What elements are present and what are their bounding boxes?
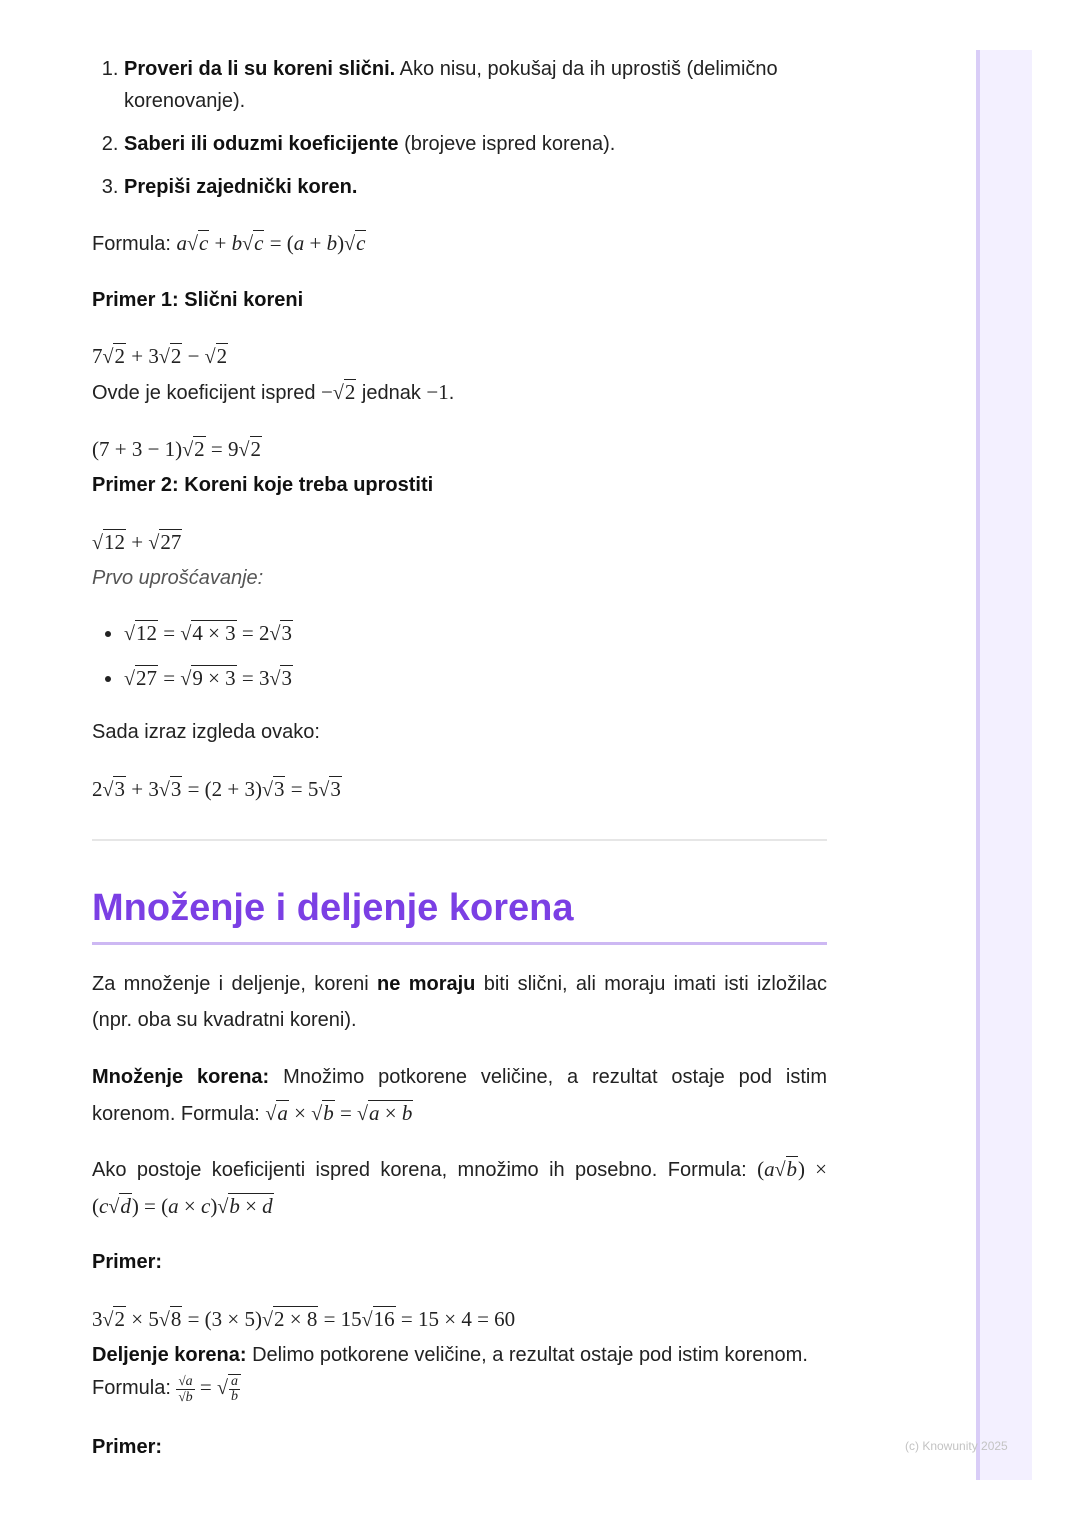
simplify-list: [92, 619, 293, 709]
example-1-expression: 7√2 + 3√2 − √2: [92, 344, 228, 368]
list-item: [124, 128, 824, 160]
example-1-title: Primer 1: Slični koreni: [92, 289, 304, 311]
primer-label-2: Primer:: [92, 1436, 163, 1458]
example-2-title: Primer 2: Koreni koje treba uprostiti: [92, 474, 434, 496]
coefficient-paragraph: Ako postoje koeficijenti ispred korena, množimo ih posebno. Formula: (a√b) × (c√d) = (a × c)√b × d: [92, 1157, 827, 1218]
section-heading: Množenje i deljenje korena: [92, 882, 827, 945]
steps-list: [92, 53, 824, 214]
list-item: [124, 53, 824, 117]
list-item: [124, 171, 824, 203]
formula-label: Formula:: [92, 233, 171, 255]
list-item: • √27 = √9 × 3 = 3√3: [124, 664, 293, 693]
primer-label: Primer:: [92, 1251, 163, 1273]
step-2-bold: Saberi ili oduzmi koeficijente: [124, 133, 399, 155]
example-2-expression: √12 + √27: [92, 530, 182, 554]
step-1-text: Ako nisu, pokušaj da ih uprostiš (delimično korenovanje).: [124, 58, 778, 112]
division-paragraph: Deljenje korena: Delimo potkorene veličine, a rezultat ostaje pod istim korenom. Formula: $\frac{√a}{√b}$ = √ $\frac{a}{b}$: [92, 1344, 808, 1405]
example-2-result: 2√3 + 3√3 = (2 + 3)√3 = 5√3: [92, 777, 341, 801]
step-1-bold: Proveri da li su koreni slični.: [124, 58, 396, 80]
intro-paragraph: Za množenje i deljenje, koreni ne moraju biti slični, ali moraju imati isti izložilac (npr. oba su kvadratni koreni).: [92, 973, 827, 1031]
list-item: • √12 = √4 × 3 = 2√3: [124, 619, 293, 648]
copyright-text: (c) Knowunity 2025: [905, 1439, 1008, 1453]
general-formula: [92, 229, 366, 258]
section-divider: [92, 839, 827, 841]
multiplication-example: 3√2 × 5√8 = (3 × 5)√2 × 8 = 15√16 = 15 × 4 = 60: [92, 1307, 516, 1331]
now-label: Sada izraz izgleda ovako:: [92, 721, 320, 743]
page-sidebar: [976, 50, 1032, 1480]
example-1-result: (7 + 3 − 1)√2 = 9√2: [92, 437, 261, 461]
multiplication-paragraph: Množenje korena: Množimo potkorene veličine, a rezultat ostaje pod istim korenom. Formula: √a × √b = √a × b: [92, 1066, 827, 1125]
step-3-bold: Prepiši zajednički koren.: [124, 176, 358, 198]
formula-math: a√c + b√c = (a + b)√c: [176, 231, 366, 255]
example-1-note: Ovde je koeficijent ispred −√2 jednak −1.: [92, 380, 455, 404]
simplify-label: Prvo uprošćavanje:: [92, 567, 264, 589]
step-2-text: (brojeve ispred korena).: [398, 133, 616, 155]
